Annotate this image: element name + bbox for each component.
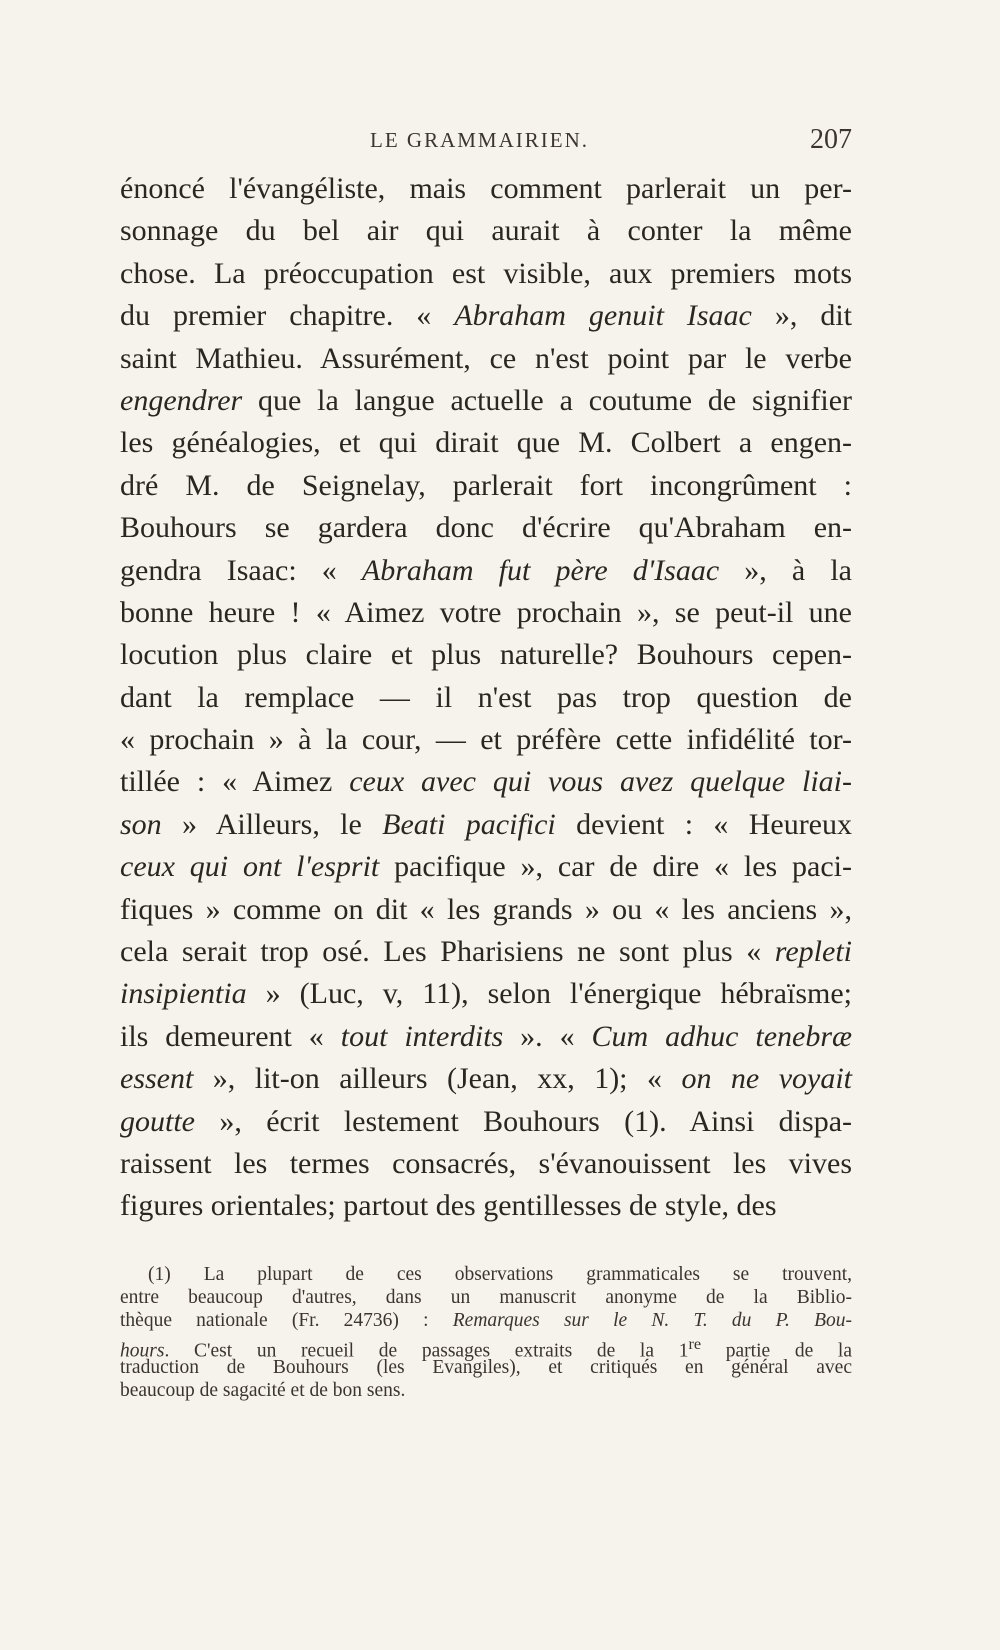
body-line: ceux qui ont l'esprit pacifique », car de dire « les paci- [120, 850, 852, 884]
body-line: les généalogies, et qui dirait que M. Colbert a engen- [120, 426, 852, 460]
body-line: locution plus claire et plus naturelle? Bouhours cepen- [120, 638, 852, 672]
body-line: bonne heure ! « Aimez votre prochain », se peut-il une [120, 595, 852, 629]
body-line: énoncé l'évangéliste, mais comment parlerait un per- [120, 172, 852, 205]
body-line: insipientia » (Luc, v, 11), selon l'énergique hébraïsme; [120, 977, 852, 1011]
footnote [120, 1263, 852, 1402]
body-line: ils demeurent « tout interdits ». « Cum adhuc tenebræ [120, 1019, 853, 1053]
page-number: 207 [810, 124, 852, 155]
footnote-line: (1) La plupart de ces observations grammaticales se trouvent, [148, 1264, 852, 1285]
body-line: essent », lit-on ailleurs (Jean, xx, 1); « on ne voyait [120, 1062, 852, 1096]
footnote-line: entre beaucoup d'autres, dans un manuscrit anonyme de la Biblio- [120, 1287, 852, 1309]
footnote-line: thèque nationale (Fr. 24736) : Remarques sur le N. T. du P. Bou- [120, 1310, 852, 1332]
body-line: engendrer que la langue actuelle a coutume de signifier [120, 383, 852, 417]
body-text [120, 168, 852, 1228]
running-title: LE GRAMMAIRIEN. [370, 128, 589, 152]
footnote-line: beaucoup de sagacité et de bon sens. [120, 1379, 406, 1401]
body-line: gendra Isaac: « Abraham fut père d'Isaac », à la [120, 553, 852, 587]
footnote-line: hours. C'est un recueil de passages extraits de la 1re partie de la [120, 1334, 852, 1362]
body-line: « prochain » à la cour, — et préfère cette infidélité tor- [120, 723, 852, 757]
body-line: saint Mathieu. Assurément, ce n'est point par le verbe [120, 341, 852, 375]
body-line: tillée : « Aimez ceux avec qui vous avez quelque liai- [120, 765, 853, 799]
body-line: goutte », écrit lestement Bouhours (1). Ainsi dispa- [120, 1104, 852, 1138]
footnote-line: traduction de Bouhours (les Evangiles), et critiqués en général avec [120, 1356, 852, 1378]
body-line: son » Ailleurs, le Beati pacifici devient : « Heureux [120, 807, 852, 841]
body-line: du premier chapitre. « Abraham genuit Isaac », dit [120, 299, 853, 333]
body-line: dré M. de Seignelay, parlerait fort incongrûment : [120, 468, 852, 502]
body-line: sonnage du bel air qui aurait à conter la même [120, 214, 852, 248]
body-line: cela serait trop osé. Les Pharisiens ne sont plus « repleti [120, 935, 852, 969]
body-line: figures orientales; partout des gentillesses de style, des [120, 1189, 777, 1223]
page-header [120, 124, 852, 160]
body-line: raissent les termes consacrés, s'évanouissent les vives [120, 1146, 852, 1180]
body-line: fiques » comme on dit « les grands » ou « les anciens », [120, 892, 852, 926]
body-line: Bouhours se gardera donc d'écrire qu'Abraham en- [120, 511, 852, 545]
body-line: chose. La préoccupation est visible, aux premiers mots [120, 256, 852, 290]
body-line: dant la remplace — il n'est pas trop question de [120, 680, 852, 714]
